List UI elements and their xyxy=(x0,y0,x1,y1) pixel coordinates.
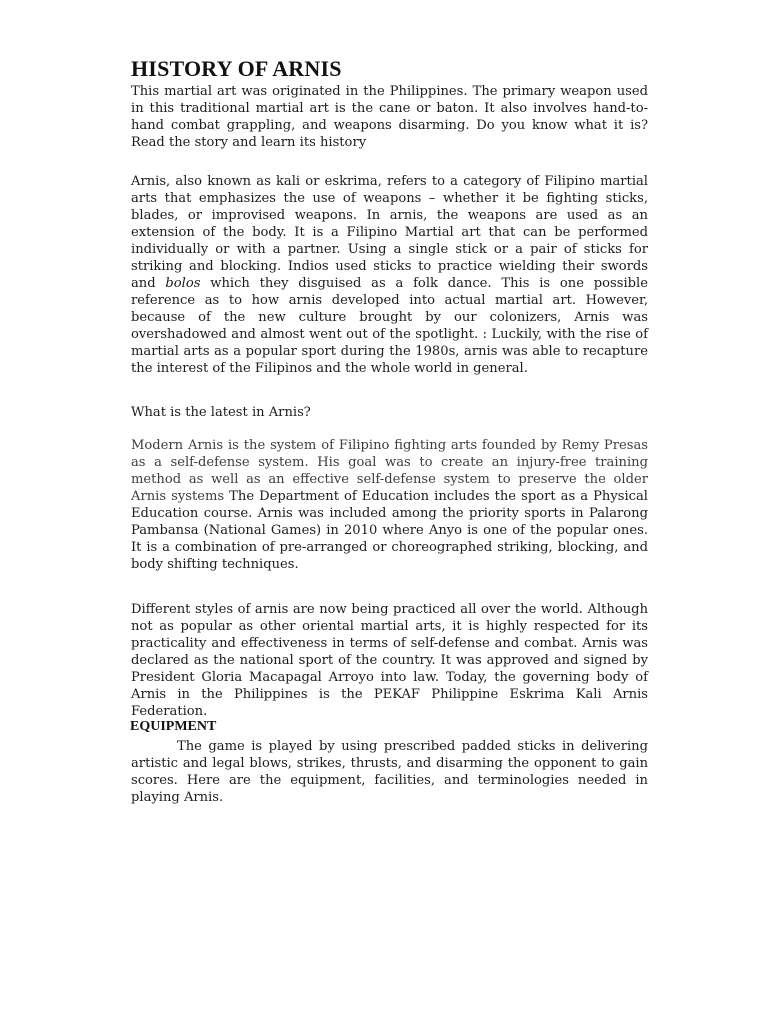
paragraph-text: which they disguised as a folk dance. This is one possible reference as to how arnis developed into actual martial art. However, because of the new culture brought by our colonizers, Arnis was overshadowed and almost went out of the spotlight. : Luckily, with the rise of martial arts as a popular sport during the 1980s, arnis was able to recapture the interest of the Filipinos and the whole world in general. xyxy=(131,276,648,376)
intro-paragraph: This martial art was originated in the Philippines. The primary weapon used in this traditional martial art is the cane or baton. It also involves hand-to-hand combat grappling, and weapons disarming. Do you know what it is? Read the story and learn its history xyxy=(131,84,648,150)
italic-term-bolos: bolos xyxy=(165,276,201,291)
paragraph-text: The Department of Education includes the sport as a Physical Education course. Arnis was included among the priority sports in Palarong Pambansa (National Games) in 2010 where Anyo is one of the popular ones. It is a combination of pre-arranged or choreographed striking, blocking, and body shifting techniques. xyxy=(131,489,648,572)
equipment-paragraph xyxy=(131,738,648,806)
section-question: What is the latest in Arnis? xyxy=(131,405,311,420)
paragraph-text: The game is played by using prescribed padded sticks in delivering artistic and legal blows, strikes, thrusts, and disarming the opponent to gain scores. Here are the equipment, facilities, and terminologies needed in playing Arnis. xyxy=(131,739,648,805)
document-title: HISTORY OF ARNIS xyxy=(131,56,342,81)
modern-arnis-paragraph xyxy=(131,437,648,573)
arnis-definition-paragraph xyxy=(131,173,648,377)
paragraph-lead-text: Modern Arnis is the system of Filipino fighting arts founded by Remy Presas as a self-defense system. His goal was to create an injury-free training method as well as an effective self-defense system to preserve the older Arnis systems xyxy=(131,438,648,504)
arnis-styles-paragraph: Different styles of arnis are now being practiced all over the world. Although not as popular as other oriental martial arts, it is highly respected for its practicality and effectiveness in terms of self-defense and combat. Arnis was declared as the national sport of the country. It was approved and signed by President Gloria Macapagal Arroyo into law. Today, the governing body of Arnis in the Philippines is the PEKAF Philippine Eskrima Kali Arnis Federation. xyxy=(131,602,648,719)
equipment-heading: EQUIPMENT xyxy=(130,719,217,734)
paragraph-text: Arnis, also known as kali or eskrima, refers to a category of Filipino martial arts that emphasizes the use of weapons – whether it be fighting sticks, blades, or improvised weapons. In arnis, the weapons are used as an extension of the body. It is a Filipino Martial art that can be performed individually or with a partner. Using a single stick or a pair of sticks for striking and blocking. Indios used sticks to practice wielding their swords and xyxy=(131,174,648,291)
